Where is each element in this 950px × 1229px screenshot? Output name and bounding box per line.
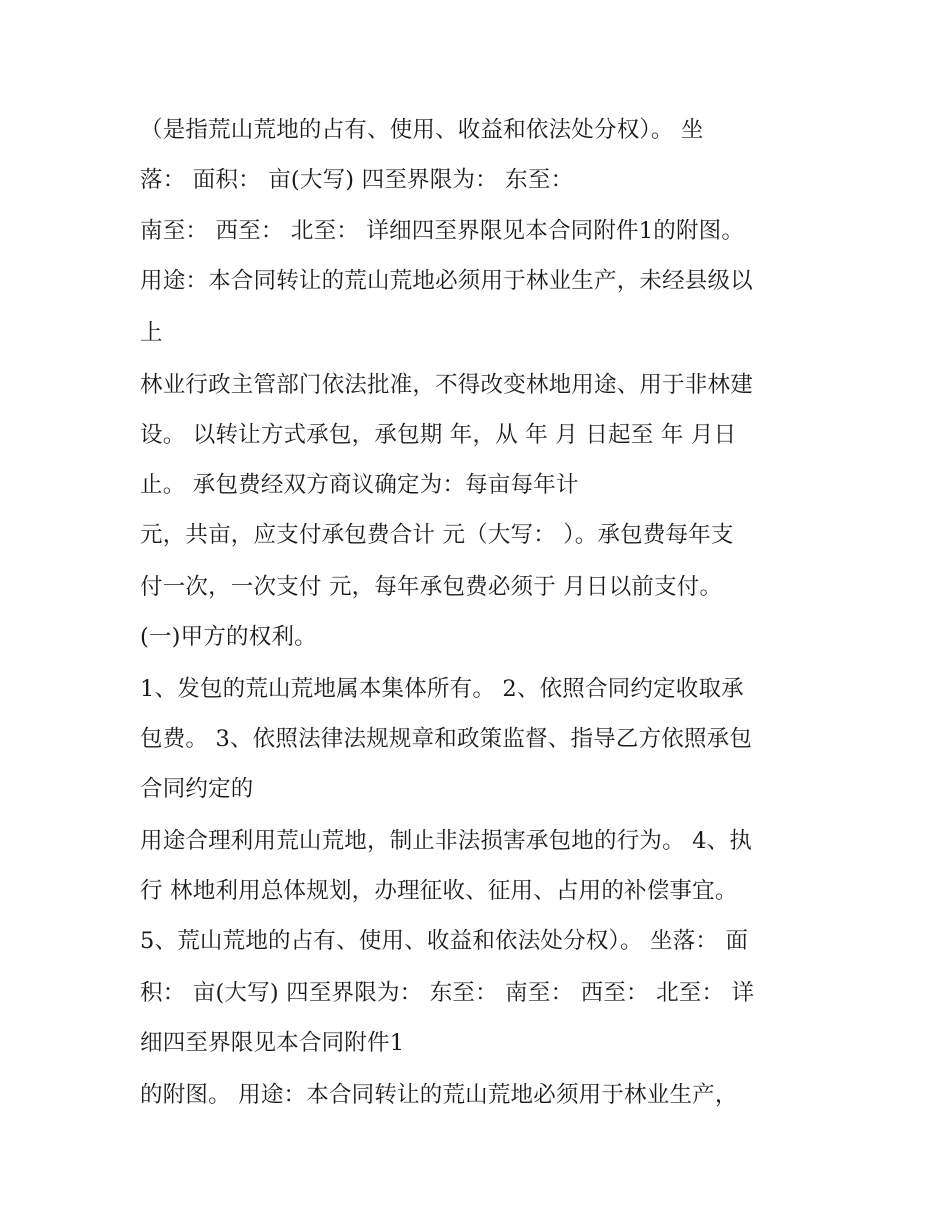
text-line: 元，共亩，应支付承包费合计 元（大写： ）。承包费每年支 bbox=[140, 522, 734, 548]
text-line: 行 林地利用总体规划，办理征收、征用、占用的补偿事宜。 bbox=[140, 878, 738, 904]
text-line: 南至： 西至： 北至： 详细四至界限见本合同附件1的附图。 bbox=[140, 218, 745, 244]
text-line: 上 bbox=[140, 320, 163, 346]
text-line: （是指荒山荒地的占有、使用、收益和依法处分权）。 坐 bbox=[140, 117, 704, 143]
text-line: 付一次，一次支付 元，每年承包费必须于 月日以前支付。 bbox=[140, 574, 723, 600]
text-line: 用途：本合同转让的荒山荒地必须用于林业生产，未经县级以 bbox=[140, 268, 753, 294]
text-line: 设。 以转让方式承包，承包期 年，从 年 月 日起至 年 月日 bbox=[140, 422, 737, 448]
section-heading: (一)甲方的权利。 bbox=[140, 624, 317, 650]
text-line: 止。 承包费经双方商议确定为：每亩每年计 bbox=[140, 472, 579, 498]
text-line: 包费。 3、依照法律法规规章和政策监督、指导乙方依照承包 bbox=[140, 726, 753, 752]
text-line: 5、荒山荒地的占有、使用、收益和依法处分权）。 坐落： 面 bbox=[140, 928, 749, 954]
text-line: 细四至界限见本合同附件1 bbox=[140, 1030, 405, 1056]
text-line: 用途合理利用荒山荒地，制止非法损害承包地的行为。 4、执 bbox=[140, 828, 753, 854]
text-line: 的附图。 用途：本合同转让的荒山荒地必须用于林业生产， bbox=[140, 1082, 738, 1108]
text-line: 1、发包的荒山荒地属本集体所有。 2、依照合同约定收取承 bbox=[140, 676, 744, 702]
text-line: 落： 面积： 亩(大写) 四至界限为： 东至： bbox=[140, 167, 574, 193]
text-line: 积： 亩(大写) 四至界限为： 东至： 南至： 西至： 北至： 详 bbox=[140, 980, 755, 1006]
text-line: 合同约定的 bbox=[140, 776, 254, 802]
text-line: 林业行政主管部门依法批准，不得改变林地用途、用于非林建 bbox=[140, 372, 753, 398]
